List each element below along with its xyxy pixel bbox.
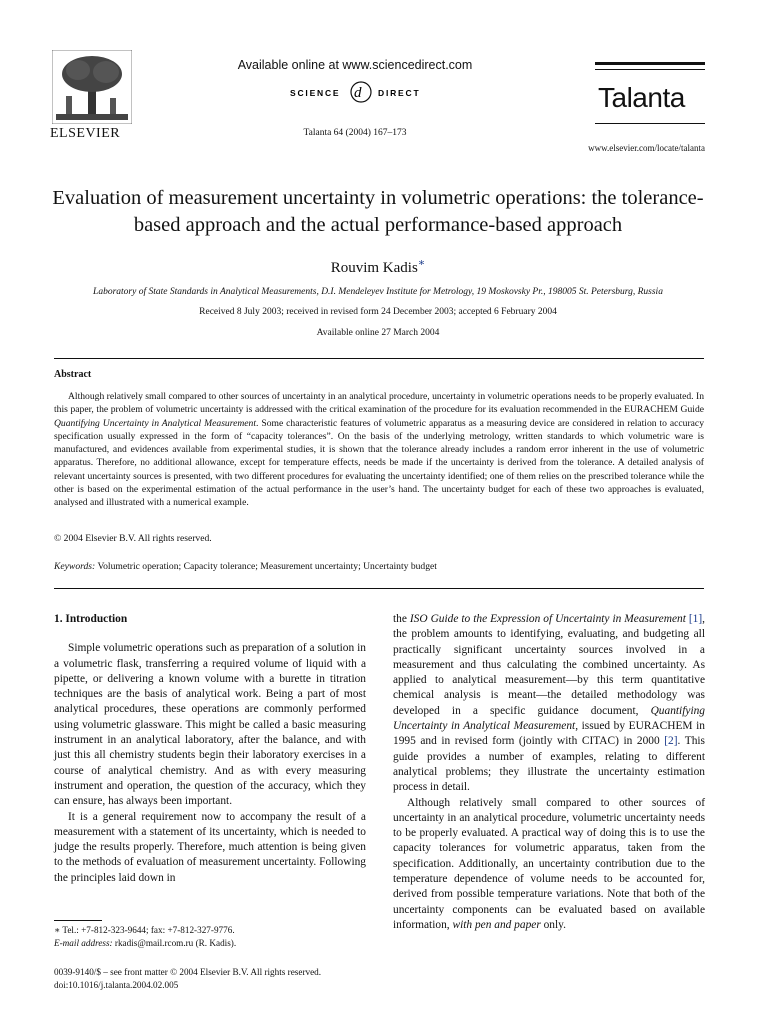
keywords-label: Keywords: [54,561,96,572]
section-heading: 1. Introduction [54,613,128,625]
author-name: Rouvim Kadis [330,260,418,276]
divider [54,358,704,359]
footnote-email [54,937,366,950]
email-label: E-mail address: [54,938,113,948]
paragraph: Although relatively small compared to other sources of uncertainty in an analytical procedure, volumetric uncertainty needs to be properly evaluated. A practical way of doing this is to use the capacity tolerances for volumetric apparatus, taken from the specification. Additionally, an uncertainty contribution due to the temperature dependence of volume needs to be accounted for, derived from possible temperature variations. Note that both of the uncertainty components can be evaluated based on available information, with pen and paper only. [393,796,705,931]
abstract-text-a: Although relatively small compared to other sources of uncertainty in an analytical procedure, uncertainty in volumetric operations needs to be properly evaluated. In this paper, the problem of volumetric uncertainty is addressed with the critical examination of the procedure for its evaluation recommended in the EURACHEM Guide [54,391,704,416]
abstract-copyright: © 2004 Elsevier B.V. All rights reserved. [54,533,212,544]
header-rule [595,62,705,65]
abstract-heading: Abstract [54,369,92,380]
abstract-text [54,390,704,510]
publisher-name: ELSEVIER [50,126,121,141]
affiliation: Laboratory of State Standards in Analytical Measurements, D.I. Mendeleyev Institute for Metrology, 19 Moskovsky Pr., 198005 St. Petersburg, Russia [93,287,663,297]
divider [54,588,704,589]
header-rule [595,69,705,70]
footnote-contact: ∗ Tel.: +7-812-323-9644; fax: +7-812-327-9776. [54,925,235,935]
issn-line: 0039-9140/$ – see front matter © 2004 Elsevier B.V. All rights reserved. [54,967,322,977]
abstract-guide-title: Quantifying Uncertainty in Analytical Measurement [54,417,257,429]
journal-name: Talanta [598,82,685,113]
reference-link[interactable]: [1] [688,613,703,625]
emphasis: with pen and paper [452,918,541,931]
sd-right-text: DIRECT [378,88,421,98]
eurachem-guide-title: Quantifying Uncertainty in Analytical Measurement [393,704,705,733]
reference-link[interactable]: [2] [664,735,678,748]
sd-left-text: SCIENCE [290,88,341,98]
footnote-rule [54,920,102,921]
iso-guide-title: ISO Guide to the Expression of Uncertainty in Measurement [409,613,686,625]
paragraph: the ISO Guide to the Expression of Uncertainty in Measurement [1], the problem amounts to identifying, evaluating, and budgeting all practically significant uncertainty sources involved in a measurement and thus calculating the combined uncertainty. As applied to analytical measurement—by this term quantitative chemical analysis is meant—the detailed methodology was developed in a specific guidance document, Quantifying Uncertainty in Analytical Measurement, issued by EURACHEM in 1995 and in revised form (jointly with CITAC) in 2000 [2]. This guide provides a number of examples, relating to different analytical problems; they illustrate the uncertainty estimation process in detail. [393,613,705,794]
journal-url[interactable]: www.elsevier.com/locate/talanta [588,143,705,153]
keywords [54,561,437,572]
sciencedirect-logo [250,80,472,104]
footnote [54,924,366,950]
left-column [54,612,366,886]
doi-line[interactable]: doi:10.1016/j.talanta.2004.02.005 [54,980,179,990]
online-date: Available online 27 March 2004 [316,328,440,338]
right-column [393,612,705,933]
abstract-text-b: . Some characteristic features of volumetric apparatus as a measuring device are considered in relation to accuracy specification usually expressed in the form of “capacity tolerances”. On the basis of the underlying metrology, written standards to which volumetric ware is manufactured, and evidences available from experimental studies, it is shown that the tolerance already includes a random error inherent in the use of volumetric apparatus. Therefore, no additional allowance, except for temperature effects, needs be made if the uncertainty is derived from the tolerance. A detailed analysis of relevant uncertainty sources is presented, with two different procedures for evaluating the uncertainty identified; one of them relies on the prescribed tolerance while the other is based on the experimental estimation of the actual performance in the user’s hand. The uncertainty budget for each of these two approaches is evaluated, analysed and illustrated with a numerical example. [54,417,704,509]
available-online-banner: Available online at www.sciencedirect.com [237,58,473,72]
paragraph: It is a general requirement now to accompany the result of a measurement with a statement of its uncertainty, which is needed to judge the results properly. Therefore, much attention is being given to the methods of evaluation of measurement uncertainty. Following the principles laid down in [54,810,366,884]
keywords-list: Volumetric operation; Capacity tolerance; Measurement uncertainty; Uncertainty budget [95,561,437,572]
svg-text:d: d [354,85,362,101]
article-title: Evaluation of measurement uncertainty in volumetric operations: the tolerance-based approach and the actual performance-based approach [52,187,704,236]
front-matter [54,966,384,992]
article-dates: Received 8 July 2003; received in revised form 24 December 2003; accepted 6 February 2004 [199,307,557,317]
email-address[interactable]: rkadis@mail.rcom.ru (R. Kadis). [112,938,237,948]
paragraph: Simple volumetric operations such as preparation of a solution in a volumetric flask, transferring a required volume of liquid with a pipette, or delivering a known volume with a burette in titration techniques are the basis of analytical work. Being a part of most analytical procedures, these operations are commonly performed using volumetric glassware. This might be called a basic measuring instrument in an analytical laboratory, after the balance, and with just this all chemistry students begin their laboratory exercises in a course of analytical chemistry. And as with every measuring instrument and operation, the question of the accuracy, which they can ensure, has always been important. [54,642,366,808]
author [50,256,706,277]
author-footnote-mark[interactable]: ∗ [417,257,426,269]
header-rule [595,123,705,124]
journal-citation: Talanta 64 (2004) 167–173 [303,128,407,138]
